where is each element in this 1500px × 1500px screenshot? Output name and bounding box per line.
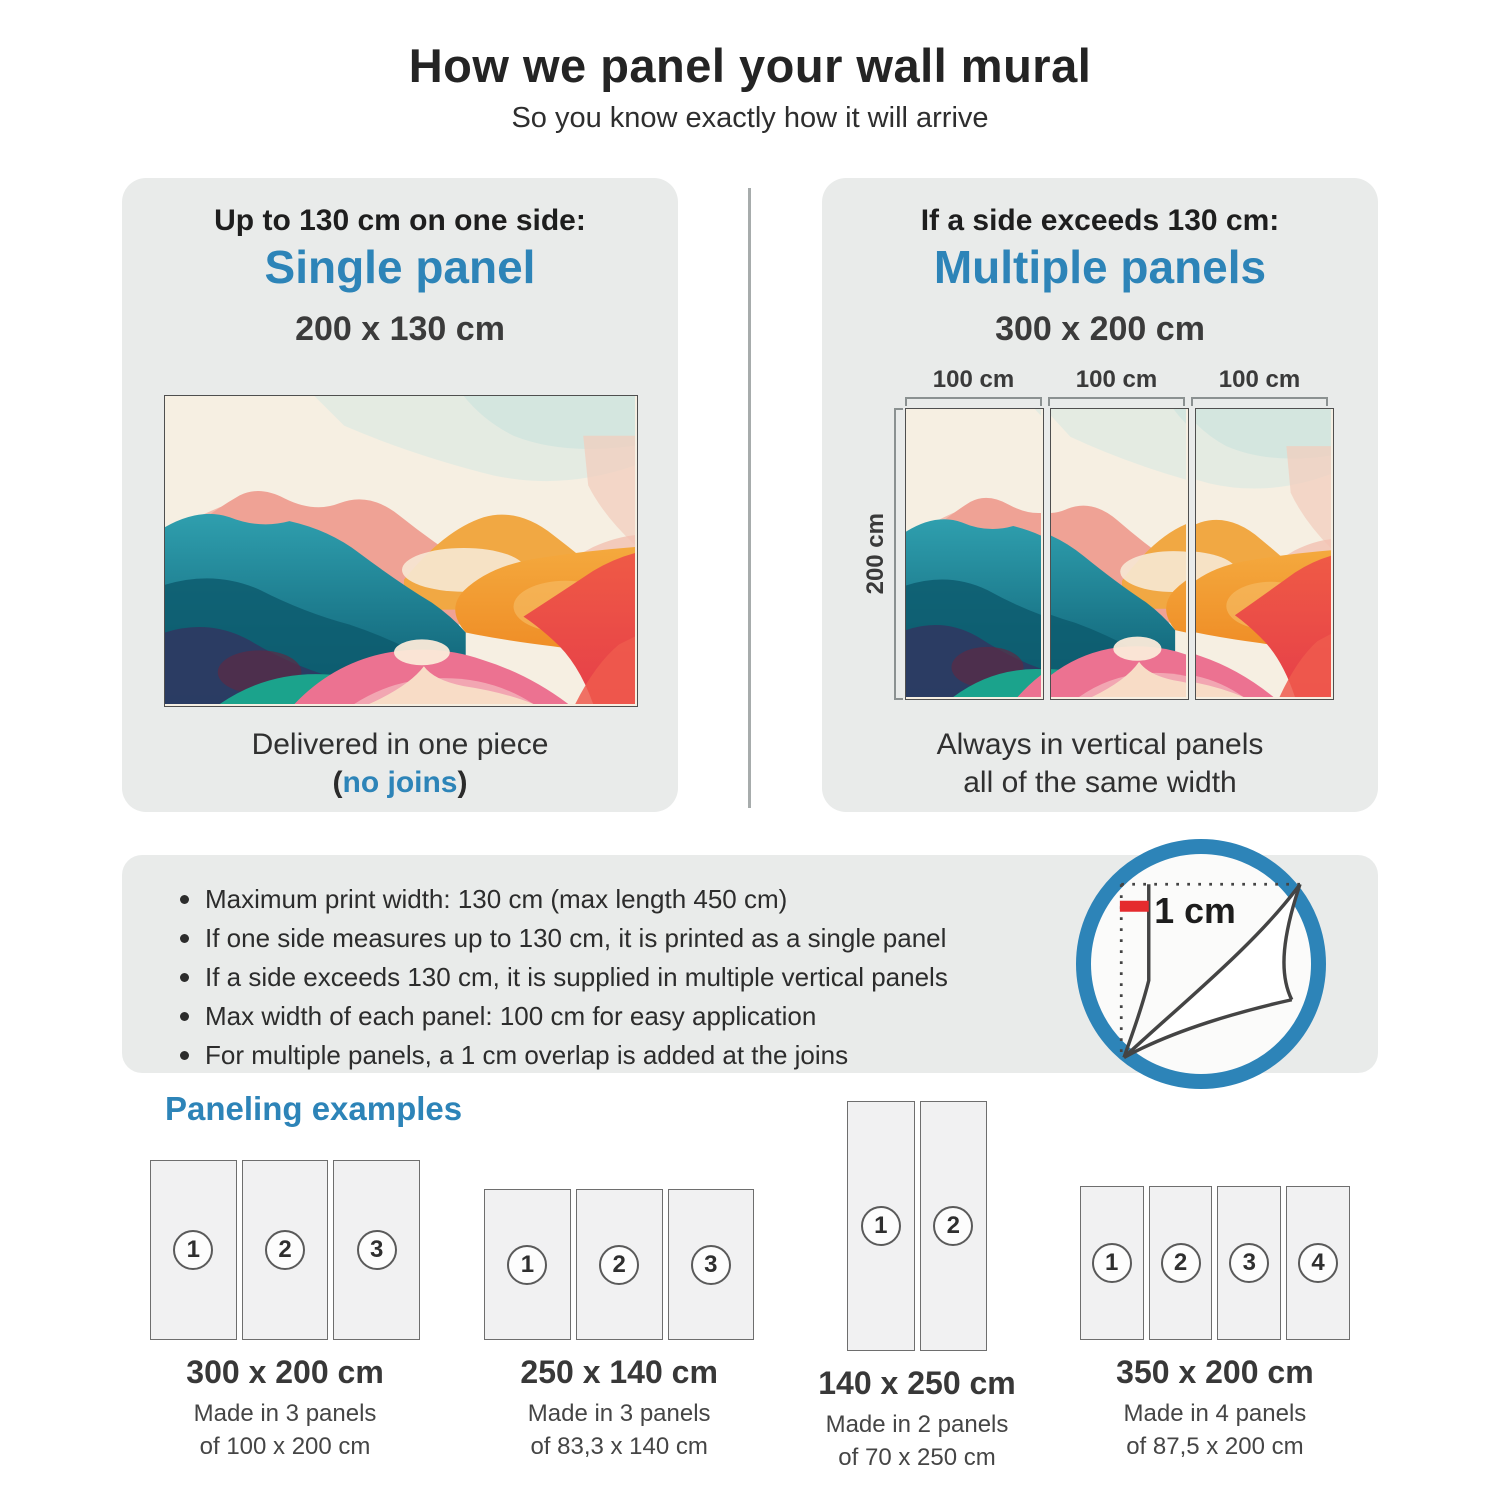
- info-bullet-list: [122, 855, 1140, 1070]
- example-2-panel-2: [576, 1189, 663, 1340]
- page-title: How we panel your wall mural: [408, 39, 1092, 92]
- height-bracket-icon: [894, 408, 903, 700]
- single-card-caption: [122, 726, 678, 802]
- mural-panel-3: [1195, 408, 1334, 700]
- info-box: [122, 855, 1378, 1073]
- example-4-panel-3: [1217, 1186, 1281, 1340]
- width-brackets-row: [905, 397, 1334, 406]
- examples-heading: Paneling examples: [165, 1090, 463, 1127]
- one-cm-mark-icon: [1120, 901, 1149, 912]
- example-made: Made in 3 panels: [193, 1400, 377, 1427]
- example-4-panel-4: [1286, 1186, 1350, 1340]
- example-made: Made in 4 panels: [1123, 1400, 1307, 1427]
- example-2-panel-1: [484, 1189, 571, 1340]
- width-label: 100 cm: [1075, 366, 1158, 393]
- example-of: of 87,5 x 200 cm: [1126, 1433, 1304, 1460]
- example-1-panel-1: [150, 1160, 237, 1340]
- panel-number-badge: 1: [507, 1245, 547, 1285]
- examples-row: [150, 1102, 1350, 1474]
- example-4-panel-1: [1080, 1186, 1144, 1340]
- width-labels-row: [905, 366, 1334, 394]
- example-size: 250 x 140 cm: [520, 1354, 718, 1390]
- example-panels: [847, 1101, 987, 1351]
- bullet-icon: [180, 973, 189, 982]
- bullet-text: Max width of each panel: 100 cm for easy application: [205, 1001, 817, 1031]
- bullet-icon: [180, 895, 189, 904]
- example-panels: [150, 1160, 420, 1340]
- single-mural-image: [164, 395, 638, 707]
- bullet-text: Maximum print width: 130 cm (max length 450 cm): [205, 884, 788, 914]
- example-made: Made in 3 panels: [527, 1400, 711, 1427]
- single-card-size: 200 x 130 cm: [295, 310, 505, 348]
- panel-number-badge: 2: [933, 1206, 973, 1246]
- page-curl-overlap-icon: [1076, 839, 1326, 1089]
- example-panels: [484, 1189, 754, 1340]
- example-size: 140 x 250 cm: [818, 1365, 1016, 1401]
- example-3-panel-2: [920, 1101, 988, 1351]
- multi-card-intro: If a side exceeds 130 cm:: [920, 204, 1280, 237]
- info-bullet: [180, 885, 1140, 914]
- width-bracket-icon: [905, 397, 1042, 406]
- bullet-text: If one side measures up to 130 cm, it is printed as a single panel: [205, 923, 947, 953]
- vertical-divider: [748, 188, 751, 808]
- info-bullet: [180, 924, 1140, 953]
- mural-panel-2: [1050, 408, 1189, 700]
- panel-number-badge: 2: [265, 1230, 305, 1270]
- bullet-icon: [180, 934, 189, 943]
- mural-panel-1: [905, 408, 1044, 700]
- width-label: 100 cm: [932, 366, 1015, 393]
- multi-card-caption: [822, 726, 1378, 802]
- panel-number-badge: 3: [691, 1245, 731, 1285]
- panel-number-badge: 1: [173, 1230, 213, 1270]
- panel-number-badge: 1: [861, 1206, 901, 1246]
- single-caption-line2: [122, 764, 678, 802]
- bullet-icon: [180, 1051, 189, 1060]
- multi-card-heading: Multiple panels: [933, 241, 1267, 293]
- paneling-example-3: [818, 1102, 1016, 1474]
- example-caption: [818, 1351, 1016, 1474]
- svg-text:1 cm: 1 cm: [1154, 890, 1236, 931]
- example-of: of 83,3 x 140 cm: [530, 1433, 708, 1460]
- panel-number-badge: 4: [1298, 1243, 1338, 1283]
- paneling-example-2: [484, 1102, 754, 1474]
- example-size: 300 x 200 cm: [186, 1354, 384, 1390]
- paneling-example-1: [150, 1102, 420, 1474]
- panel-number-badge: 2: [1161, 1243, 1201, 1283]
- single-card-heading: Single panel: [264, 241, 536, 293]
- example-size: 350 x 200 cm: [1116, 1354, 1314, 1390]
- example-1-panel-2: [242, 1160, 329, 1340]
- width-bracket-icon: [1048, 397, 1185, 406]
- bullet-text: If a side exceeds 130 cm, it is supplied in multiple vertical panels: [205, 962, 948, 992]
- example-made: Made in 2 panels: [825, 1411, 1009, 1438]
- paren-open: (: [332, 766, 343, 799]
- example-3-panel-1: [847, 1101, 915, 1351]
- example-caption: [186, 1340, 384, 1474]
- multi-caption-line1: Always in vertical panels: [936, 728, 1264, 761]
- info-bullet: [180, 1041, 1140, 1070]
- single-caption-line1: Delivered in one piece: [251, 728, 549, 761]
- multi-card-size: 300 x 200 cm: [995, 310, 1205, 348]
- page-subtitle: So you know exactly how it will arrive: [511, 102, 989, 134]
- bullet-text: For multiple panels, a 1 cm overlap is added at the joins: [205, 1040, 849, 1070]
- width-label: 100 cm: [1218, 366, 1301, 393]
- multi-mural-diagram: [862, 366, 1334, 700]
- info-bullet: [180, 963, 1140, 992]
- multiple-panels-card: [822, 178, 1378, 812]
- example-2-panel-3: [668, 1189, 755, 1340]
- paneling-example-4: [1080, 1102, 1350, 1474]
- bullet-icon: [180, 1012, 189, 1021]
- info-bullet: [180, 1002, 1140, 1031]
- width-bracket-icon: [1191, 397, 1328, 406]
- example-of: of 70 x 250 cm: [838, 1444, 996, 1471]
- multi-caption-line2: all of the same width: [963, 766, 1237, 799]
- panel-number-badge: 3: [1229, 1243, 1269, 1283]
- panel-number-badge: 3: [357, 1230, 397, 1270]
- single-card-intro: Up to 130 cm on one side:: [214, 204, 586, 237]
- example-of: of 100 x 200 cm: [199, 1433, 371, 1460]
- single-panel-card: [122, 178, 678, 812]
- example-1-panel-3: [333, 1160, 420, 1340]
- example-caption: [1116, 1340, 1314, 1474]
- panel-number-badge: 1: [1092, 1243, 1132, 1283]
- panel-number-badge: 2: [599, 1245, 639, 1285]
- height-label: 200 cm: [862, 513, 889, 595]
- height-measure-column: [862, 408, 905, 700]
- example-caption: [520, 1340, 718, 1474]
- example-4-panel-2: [1149, 1186, 1213, 1340]
- no-joins-highlight: no joins: [342, 766, 458, 799]
- example-panels: [1080, 1186, 1350, 1340]
- paren-close: ): [457, 766, 468, 799]
- mural-panels-row: [905, 408, 1334, 700]
